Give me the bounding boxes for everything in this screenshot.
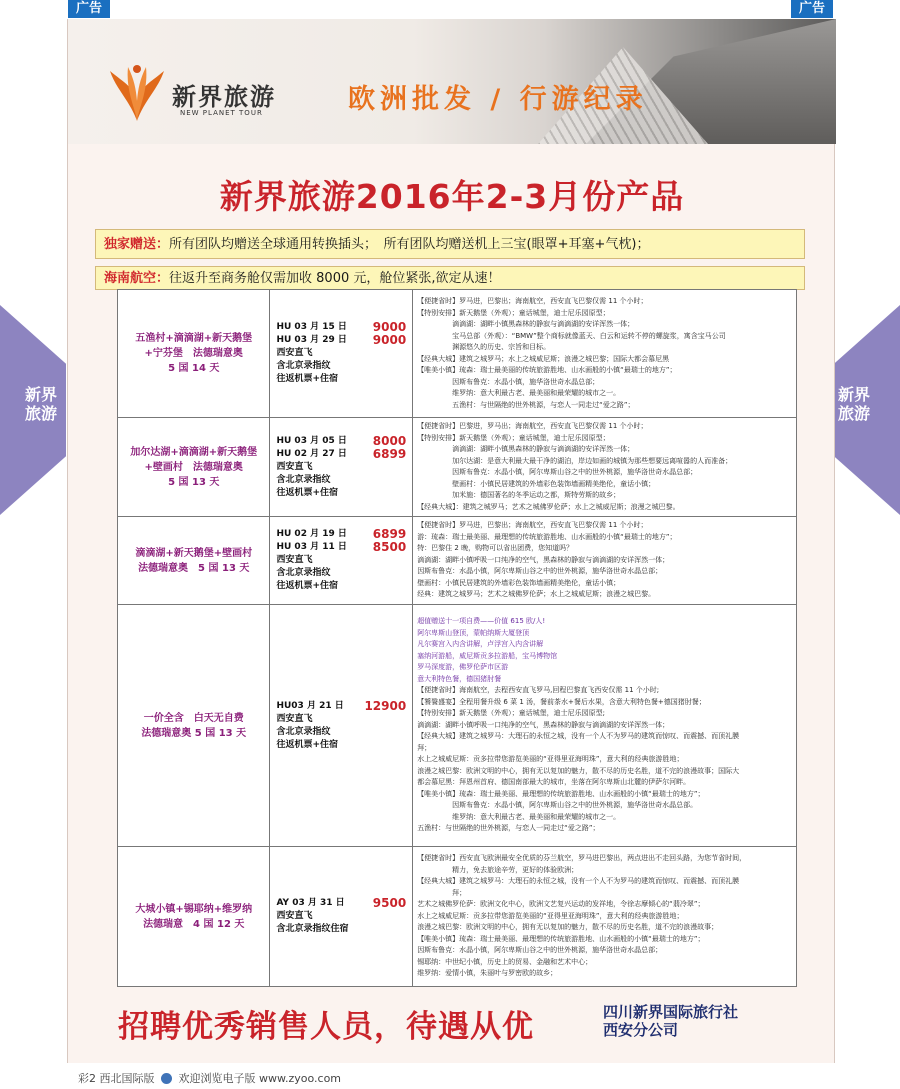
product-details (413, 517, 797, 605)
product-schedule (270, 517, 413, 605)
price: 9000 (372, 320, 407, 334)
price: 12900 (364, 698, 407, 713)
product-name (118, 847, 270, 987)
info-line: 西安直飞 (276, 348, 313, 358)
detail-line: 【经典大城】：建筑之城罗马；艺术之城佛罗伦萨；水上之城威尼斯；浪漫之城巴黎。 (417, 502, 680, 511)
product-row (118, 605, 797, 847)
detail-line: 【唯美小镇】琉森：瑞士最美丽、最理想的传统旅游胜地、山水画般的小镇“最瑞士的地方”； (417, 934, 705, 943)
product-details (413, 418, 797, 517)
detail-line: 加米施：德国著名的冬季运动之都，斯特劳斯的故乡； (417, 491, 621, 499)
detail-line: 【唯美小镇】琉森：瑞士最美丽、最理想的传统旅游胜地、山水画般的小镇“最瑞士的地方”； (417, 789, 705, 798)
price: 6899 (372, 527, 407, 541)
info-line: 往返机票+住宿 (276, 374, 338, 384)
departure-date: HU 03 月 11 日 (276, 542, 347, 552)
ad-tag-right: 广告 (791, 0, 833, 18)
detail-line: 【便捷省时】罗马进，巴黎出；海南航空，西安直飞巴黎仅需 11 个小时； (417, 521, 648, 530)
detail-line: 因斯布鲁克：水晶小镇，阿尔卑斯山谷之中的世外桃源，施华洛世奇水晶总部。 (417, 801, 698, 810)
info-line: 含北京录指纹 (276, 474, 331, 485)
detail-line: 维罗纳：爱情小镇，朱丽叶与罗密欧的故乡； (417, 969, 558, 978)
detail-line: 艺术之城佛罗伦萨：欧洲文化中心，欧洲文艺复兴运动的发祥地，令徐志摩倾心的“翡冷翠”； (417, 900, 705, 909)
name-line: 五渔村+滴滴湖+新天鹅堡 (135, 333, 253, 344)
info-line: 西安直飞 (276, 461, 313, 472)
detail-line: 【便捷省时】罗马进，巴黎出；海南航空，西安直飞巴黎仅需 11 个小时； (417, 297, 648, 305)
agency-line: 四川新界国际旅行社 (603, 1003, 739, 1021)
detail-line: 拜； (417, 743, 432, 752)
detail-line: 【便捷省时】西安直飞欧洲最安全优质的芬兰航空，罗马进巴黎出，两点进出不走回头路，为您节省时间， (417, 854, 747, 863)
highlight-line: 凡尔赛宫入内含讲解，卢浮宫入内含讲解 (417, 640, 544, 649)
product-row (118, 418, 797, 517)
detail-line: 五渔村：与世隔绝的世外桃源，与恋人一同走过“爱之路”； (417, 824, 600, 833)
detail-line: 因斯布鲁克：水晶小镇，施华洛世奇水晶总部； (417, 377, 600, 386)
product-details (413, 290, 797, 418)
name-line: 大城小镇+锡耶纳+维罗纳 (135, 903, 253, 915)
page-title: 新界旅游2016年2-3月份产品 (219, 177, 685, 216)
detail-line: 滴滴湖：湖畔小镇呼吸一口纯净的空气，黑森林的静寂与滴滴湖的安详浑然一体； (417, 555, 670, 564)
gift-text: 所有团队均赠送全球通用转换插头； 所有团队均赠送机上三宝(眼罩+耳塞+气枕)； (169, 237, 650, 252)
price: 8000 (372, 433, 407, 448)
product-schedule (270, 418, 413, 517)
detail-line: 【便捷省时】海南航空，去程西安直飞罗马,回程巴黎直飞西安仅需 11 个小时; (417, 686, 660, 695)
name-line: 法德瑞意奥 5 国 13 天 (141, 727, 247, 739)
product-table (117, 289, 797, 987)
info-line: 含北京录指纹 (276, 568, 331, 578)
header-slogan: 欧洲批发 / 行游纪录 (348, 84, 648, 115)
price: 9000 (372, 333, 407, 347)
detail-line: 滴滴湖：湖畔小镇黑森林的静寂与滴滴湖的安详浑然一体； (417, 445, 635, 453)
product-row (118, 847, 797, 987)
globe-icon (161, 1073, 172, 1084)
detail-line: 精力，免去旅途辛劳，更好的体验欧洲； (417, 865, 579, 874)
advert-page (67, 19, 835, 1063)
info-line: 西安直飞 (276, 713, 313, 724)
product-schedule (270, 605, 413, 847)
detail-line: 维罗纳：意大利最古老、最美丽和最荣耀的城市之一。 (417, 389, 621, 397)
detail-line: 水上之城威尼斯：贡多拉带您游览美丽的“亚得里亚海明珠”，意大利的经典旅游胜地； (417, 755, 684, 764)
info-line: 往返机票+住宿 (276, 581, 338, 591)
departure-date: HU 02 月 27 日 (276, 448, 347, 459)
agency-name (603, 1003, 738, 1039)
ad-tag-left: 广告 (68, 0, 110, 18)
detail-line: 五渔村：与世隔绝的世外桃源，与恋人一同走过“爱之路”； (417, 400, 635, 409)
detail-line: 宝马总部（外观）：“BMW”整个商标就像蓝天、白云和运转不停的螺旋浆，寓含宝马公司 (417, 331, 726, 340)
gift-note (95, 229, 805, 259)
product-details (413, 605, 797, 847)
name-line: 5 国 14 天 (168, 363, 220, 374)
airline-label: 海南航空： (104, 271, 170, 286)
name-line: +壁画村 法德瑞意奥 (144, 461, 243, 473)
phoenix-logo-icon (108, 61, 166, 123)
detail-line: 浪漫之城巴黎：欧洲文明的中心，拥有无以复加的魅力，散不尽的历史名胜，道不完的浪漫故事； (417, 923, 719, 932)
price: 8500 (372, 540, 407, 554)
side-label-right: 新界旅游 (838, 385, 871, 423)
footer-url[interactable]: www.zyoo.com (259, 1072, 342, 1085)
product-name (118, 605, 270, 847)
detail-line: 因斯布鲁克：水晶小镇，阿尔卑斯山谷之中的世外桃源，施华洛世奇水晶总部； (417, 468, 698, 476)
info-line: 西安直飞 (276, 911, 313, 921)
info-line: 含北京录指纹住宿 (276, 924, 349, 934)
departure-date: HU 03 月 05 日 (276, 435, 347, 446)
product-row (118, 290, 797, 418)
info-line: 西安直飞 (276, 555, 313, 565)
agency-line: 西安分公司 (603, 1021, 679, 1039)
highlight-line: 阿尔卑斯山登顶，蒙帕纳斯大厦登顶 (417, 628, 530, 637)
info-line: 往返机票+住宿 (276, 487, 338, 498)
price: 6899 (372, 446, 407, 461)
name-line: +宁芬堡 法德瑞意奥 (144, 348, 243, 359)
detail-line: 因斯布鲁克：水晶小镇，阿尔卑斯山谷之中的世外桃源，施华洛世奇水晶总部； (417, 946, 663, 955)
departure-date: HU 03 月 29 日 (276, 335, 347, 345)
detail-line: 拜； (417, 888, 467, 897)
side-label-left: 新界旅游 (25, 385, 58, 423)
detail-line: 【经典大城】建筑之城罗马：大理石的永恒之城，没有一个人不为罗马的建筑而惊叹、而震撼、而顶礼膜 (417, 877, 740, 886)
product-name (118, 418, 270, 517)
detail-line: 【便捷省时】巴黎进，罗马出；海南航空，西安直飞巴黎仅需 11 个小时； (417, 422, 648, 430)
departure-date: HU 03 月 15 日 (276, 322, 347, 332)
detail-line: 【特别安排】新天鹅堡（外观）；童话城堡，迪士尼乐园原型; (417, 709, 606, 718)
name-line: 滴滴湖+新天鹅堡+壁画村 (135, 547, 253, 559)
detail-line: 滴滴湖：湖畔小镇呼吸一口纯净的空气，黑森林的静寂与滴滴湖的安详浑然一体； (417, 720, 670, 729)
name-line: 法德瑞意奥 5 国 13 天 (138, 562, 250, 574)
detail-line: 【特别安排】新天鹅堡（外观）；童话城堡，迪士尼乐园原型； (417, 308, 610, 317)
highlight-line: 塞纳河游船，威尼斯贡多拉游船，宝马博物馆 (417, 651, 558, 660)
info-line: 含北京录指纹 (276, 726, 331, 737)
detail-line: 加尔达湖：是意大利最大最干净的湖泊，岸边如画的城镇为那些想要远离喧嚣的人而准备； (417, 456, 733, 465)
detail-line: 维罗纳：意大利最古老、最美丽和最荣耀的城市之一。 (417, 812, 621, 821)
product-details (413, 847, 797, 987)
page-number: 彩2 (78, 1072, 96, 1085)
detail-line: 特：巴黎住 2 晚，购物可以省出团费，您知道吗？ (417, 544, 574, 553)
detail-line: 都会慕尼黑：拜恩州首府、德国南部最大的城市，坐落在阿尔卑斯山北麓的伊萨尔河畔。 (417, 778, 691, 787)
product-schedule (270, 290, 413, 418)
detail-line: 水上之城威尼斯：贡多拉带您游览美丽的“亚得里亚海明珠”，意大利的经典旅游胜地； (417, 911, 684, 920)
brand-name: 新界旅游 (172, 83, 276, 111)
info-line: 含北京录指纹 (276, 361, 331, 371)
departure-date: HU 02 月 19 日 (276, 529, 347, 539)
detail-line: 壁画村：小镇民居建筑的外墙彩色装饰墙画精美绝伦，童话小镇； (417, 578, 621, 587)
detail-line: 浪漫之城巴黎：欧洲文明的中心，拥有无以复加的魅力，散不尽的历史名胜，道不完的浪漫故事；国际大 (417, 766, 740, 775)
recruitment-banner: 招聘优秀销售人员，待遇从优 (118, 1009, 534, 1045)
detail-line: 壁画村：小镇民居建筑的外墙彩色装饰墙画精美绝伦，童话小镇； (417, 479, 656, 488)
detail-line: 游：琉森：瑞士最美丽、最理想的传统旅游胜地、山水画般的小镇“最瑞士的地方”； (417, 532, 677, 541)
detail-line: 滴滴湖：湖畔小镇黑森林的静寂与滴滴湖的安详浑然一体； (417, 320, 635, 328)
detail-line: 锡耶纳：中世纪小镇，历史上的贸易、金融和艺术中心； (417, 957, 593, 966)
footer-text: 欢迎浏览电子版 (178, 1072, 256, 1085)
page-footer (78, 1070, 341, 1086)
highlight-line: 意大利特色餐，德国猪肘餐 (417, 674, 502, 683)
product-row (118, 517, 797, 605)
detail-line: 经典：建筑之城罗马；艺术之城佛罗伦萨；水上之城威尼斯；浪漫之城巴黎。 (417, 590, 656, 599)
detail-line: 【经典大城】建筑之城罗马：大理石的永恒之城，没有一个人不为罗马的建筑而惊叹、而震撼、而顶礼膜 (417, 732, 740, 741)
product-name (118, 517, 270, 605)
highlight-line: 罗马深度游，佛罗伦萨市区游 (417, 663, 509, 672)
detail-line: 【经典大城】建筑之城罗马；水上之城威尼斯；浪漫之城巴黎；国际大都会慕尼黑 (417, 354, 670, 363)
airline-text: 往返升至商务舱仅需加收 8000 元，舱位紧张,欲定从速！ (169, 271, 501, 286)
detail-line: 【唯美小镇】琉森：瑞士最美丽的传统旅游胜地、山水画般的小镇“最瑞士的地方”； (417, 366, 677, 374)
airline-note (95, 266, 805, 290)
name-line: 加尔达湖+滴滴湖+新天鹅堡 (130, 446, 258, 458)
header-banner (68, 19, 836, 144)
price: 9500 (372, 896, 407, 910)
info-line: 往返机票+住宿 (276, 739, 338, 750)
detail-line: 【特别安排】新天鹅堡（外观）；童话城堡，迪士尼乐园原型； (417, 433, 610, 442)
gift-label: 独家赠送： (104, 237, 170, 252)
product-schedule (270, 847, 413, 987)
departure-date: AY 03 月 31 日 (276, 898, 345, 908)
detail-line: 因斯布鲁克：水晶小镇，阿尔卑斯山谷之中的世外桃源，施华洛世奇水晶总部； (417, 567, 663, 576)
name-line: 5 国 13 天 (168, 476, 220, 488)
detail-line: 渊源悠久的历史、宗旨和目标。 (417, 343, 551, 351)
name-line: 一价全含 白天无自费 (143, 712, 244, 724)
edition-name: 西北国际版 (99, 1072, 155, 1085)
departure-date: HU03 月 21 日 (276, 700, 344, 711)
product-name (118, 290, 270, 418)
brand-english: NEW PLANET TOUR (180, 109, 263, 117)
detail-line: 【饕餮盛宴】全程用餐升级 6 菜 1 汤，餐前茶水+餐后水果，含意大利特色餐+德国猪肘餐； (417, 697, 706, 706)
highlight-line: 超值赠送十一项自费——价值 615 欧/人! (417, 617, 546, 626)
name-line: 法德瑞意 4 国 12 天 (143, 918, 245, 930)
